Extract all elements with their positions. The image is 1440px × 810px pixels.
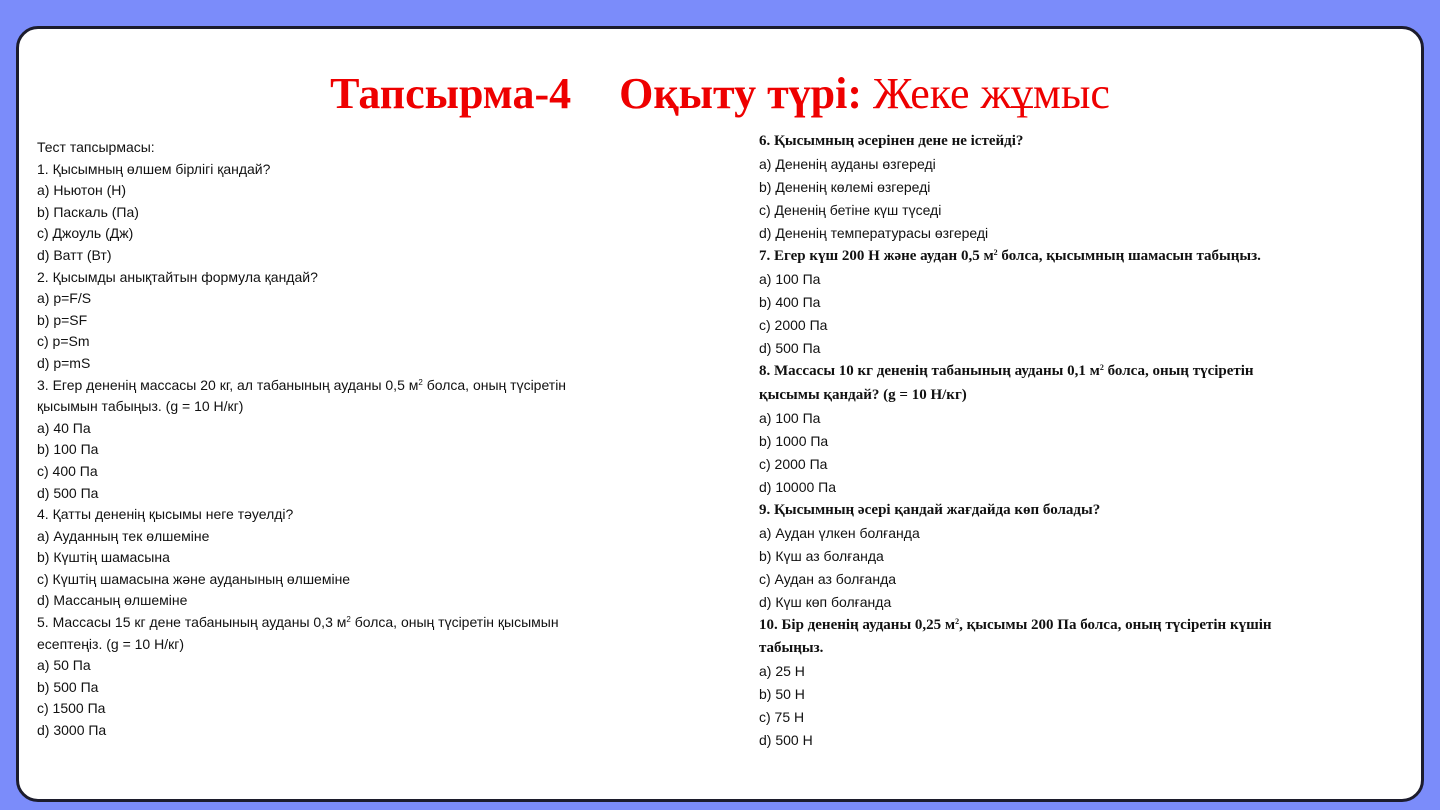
title-learning-type-label: Оқыту түрі:	[619, 69, 863, 118]
option-c: c) Дененің бетіне күш түседі	[759, 202, 942, 219]
question-text-part: 5. Массасы 15 кг дене табанының ауданы 0,3 м	[37, 614, 347, 631]
question-text	[37, 375, 717, 397]
question-text-continued: есептеңіз. (g = 10 Н/кг)	[37, 635, 184, 652]
option-b: b) Паскаль (Па)	[37, 203, 139, 220]
option-b: b) 50 Н	[759, 686, 805, 703]
option-a: a) 100 Па	[759, 409, 821, 426]
option-d: d) 500 Н	[759, 732, 813, 749]
option-a: a) Ньютон (Н)	[37, 182, 127, 199]
option-a: a) Аудан үлкен болғанда	[759, 524, 920, 541]
option-a: a) 25 Н	[759, 663, 805, 680]
option-d: d) p=mS	[37, 354, 91, 371]
question-text-part: болса, оның түсіретін	[422, 376, 567, 393]
question-text-part: , қысымы 200 Па болса, оның түсіретін күшін	[959, 616, 1272, 633]
option-b: b) Күштің шамасына	[37, 549, 170, 566]
question-7	[759, 245, 1399, 360]
question-text: 1. Қысымның өлшем бірлігі қандай?	[37, 160, 271, 177]
option-d: d) 3000 Па	[37, 722, 107, 739]
question-1	[37, 159, 717, 267]
question-text-part: 7. Егер күш 200 Н және аудан 0,5 м	[759, 248, 994, 265]
option-b: b) 1000 Па	[759, 432, 829, 449]
question-4	[37, 504, 717, 612]
option-d: d) 500 Па	[37, 484, 99, 501]
question-text-part: 10. Бір дененің ауданы 0,25 м	[759, 616, 956, 633]
slide-title	[0, 66, 1440, 122]
option-b: b) 500 Па	[37, 678, 99, 695]
question-text	[759, 245, 1399, 268]
question-10	[759, 614, 1399, 752]
question-text-part: болса, оның түсіретін	[1103, 363, 1254, 380]
option-d: d) Күш көп болғанда	[759, 593, 892, 610]
option-d: d) Дененің температурасы өзгереді	[759, 225, 989, 242]
option-c: c) 2000 Па	[759, 317, 828, 334]
question-text: 4. Қатты дененің қысымы неге тәуелді?	[37, 506, 294, 523]
question-9	[759, 499, 1399, 614]
option-c: c) 75 Н	[759, 709, 805, 726]
question-8	[759, 360, 1399, 498]
test-header: Тест тапсырмасы:	[37, 139, 155, 155]
question-text: 9. Қысымның әсері қандай жағдайда көп болады?	[759, 501, 1101, 518]
option-d: d) 500 Па	[759, 340, 821, 357]
option-c: c) Күштің шамасына және ауданының өлшеміне	[37, 570, 351, 587]
question-text-continued: қысымын табыңыз. (g = 10 Н/кг)	[37, 398, 244, 415]
option-b: b) 100 Па	[37, 441, 99, 458]
option-a: a) 100 Па	[759, 271, 821, 288]
option-a: a) Ауданның тек өлшеміне	[37, 527, 210, 544]
option-a: a) 50 Па	[37, 657, 91, 674]
question-text-part: 8. Массасы 10 кг дененің табанының ауданы 0,1 м	[759, 363, 1100, 380]
option-b: b) Күш аз болғанда	[759, 547, 884, 564]
question-text-continued: қысымы қандай? (g = 10 Н/кг)	[759, 386, 967, 403]
option-a: a) 40 Па	[37, 419, 91, 436]
superscript: 2	[955, 616, 960, 626]
left-column-questions	[37, 137, 717, 742]
option-d: d) 10000 Па	[759, 478, 837, 495]
option-d: d) Ватт (Вт)	[37, 246, 112, 263]
question-text	[759, 360, 1399, 383]
title-task-number: Тапсырма-4	[330, 69, 572, 118]
question-2	[37, 267, 717, 375]
option-c: c) p=Sm	[37, 333, 90, 350]
option-a: a) p=F/S	[37, 290, 92, 307]
superscript: 2	[1099, 363, 1104, 373]
option-c: c) Джоуль (Дж)	[37, 225, 134, 242]
question-text-part: болса, қысымның шамасын табыңыз.	[997, 248, 1261, 265]
option-b: b) p=SF	[37, 311, 88, 328]
option-a: a) Дененің ауданы өзгереді	[759, 156, 936, 173]
title-learning-type-value: Жеке жұмыс	[862, 69, 1110, 118]
superscript: 2	[346, 615, 351, 625]
superscript: 2	[993, 248, 998, 258]
question-text	[759, 614, 1399, 637]
question-3	[37, 375, 717, 505]
question-text-continued: табыңыз.	[759, 640, 824, 657]
question-5	[37, 612, 717, 742]
option-b: b) Дененің көлемі өзгереді	[759, 179, 931, 196]
option-d: d) Массаның өлшеміне	[37, 592, 188, 609]
option-b: b) 400 Па	[759, 294, 821, 311]
question-6	[759, 130, 1399, 245]
question-text: 2. Қысымды анықтайтын формула қандай?	[37, 268, 318, 285]
option-c: c) Аудан аз болғанда	[759, 570, 897, 587]
option-c: c) 400 Па	[37, 462, 98, 479]
right-column-questions	[759, 130, 1399, 752]
question-text: 6. Қысымның әсерінен дене не істейді?	[759, 133, 1024, 149]
question-text-part: 3. Егер дененің массасы 20 кг, ал табанының ауданы 0,5 м	[37, 376, 419, 393]
option-c: c) 2000 Па	[759, 455, 828, 472]
question-text	[37, 612, 717, 634]
option-c: c) 1500 Па	[37, 700, 106, 717]
superscript: 2	[418, 377, 423, 387]
question-text-part: болса, оның түсіретін қысымын	[350, 614, 559, 631]
